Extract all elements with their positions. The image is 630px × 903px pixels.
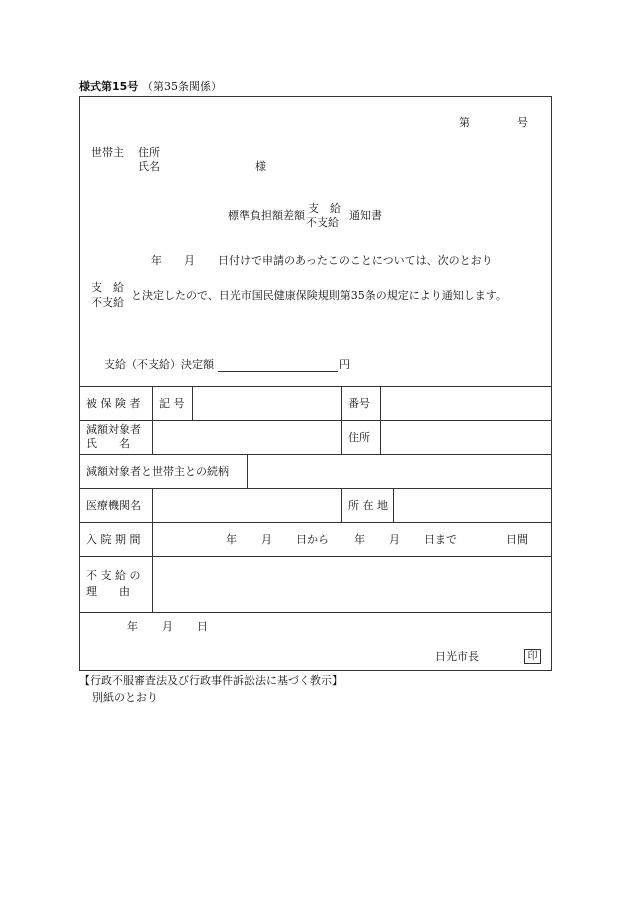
title-option-nopay: 不支給 <box>306 216 339 229</box>
honorific: 様 <box>255 160 266 173</box>
institution-label: 医療機関名 <box>86 499 141 512</box>
relation-label: 減額対象者と世帯主との続柄 <box>86 465 229 478</box>
title-suffix: 通知書 <box>349 209 382 222</box>
body-sentence-2: と決定したので、日光市国民健康保険規則第35条の規定により通知します。 <box>131 289 507 302</box>
table-col-divider <box>152 386 153 420</box>
footer-day: 日 <box>197 620 208 633</box>
table-col-divider <box>380 386 381 420</box>
form-related-article: （第35条関係） <box>142 80 222 93</box>
period-from-month: 月 <box>261 533 272 546</box>
table-col-divider <box>341 420 342 454</box>
target-address-label: 住所 <box>348 431 370 444</box>
table-col-divider <box>380 420 381 454</box>
insured-number-label: 番号 <box>348 397 370 410</box>
amount-blank <box>218 371 338 372</box>
table-col-divider <box>152 420 153 454</box>
appeal-notice-text: 別紙のとおり <box>92 691 158 704</box>
table-rule <box>79 488 552 489</box>
appeal-notice-heading: 【行政不服審査法及び行政事件訴訟法に基づく教示】 <box>79 674 343 687</box>
table-col-divider <box>152 522 153 556</box>
table-col-divider <box>341 488 342 522</box>
body-choice-pay: 支 給 <box>91 281 124 294</box>
form-number: 様式第15号 <box>79 80 139 93</box>
body-year: 年 <box>151 254 162 267</box>
period-to-year: 年 <box>354 533 365 546</box>
table-col-divider <box>341 386 342 420</box>
amount-label: 支給（不支給）決定額 <box>104 358 214 371</box>
table-rule <box>79 420 552 421</box>
table-rule <box>79 386 552 387</box>
body-month: 月 <box>184 254 195 267</box>
amount-unit: 円 <box>339 358 350 371</box>
table-col-divider <box>192 386 193 420</box>
reason-label-1: 不 支 給 の <box>86 569 141 582</box>
table-rule <box>79 612 552 613</box>
title-option-pay: 支 給 <box>308 202 341 215</box>
footer-year: 年 <box>127 620 138 633</box>
location-label: 所 在 地 <box>348 499 388 512</box>
symbol-label: 記 号 <box>159 397 185 410</box>
body-sentence-1: 日付けで申請のあったこのことについては、次のとおり <box>218 254 493 267</box>
doc-number-go: 号 <box>517 116 528 129</box>
address-label: 住所 <box>138 146 160 159</box>
period-to-month: 月 <box>389 533 400 546</box>
table-rule <box>79 522 552 523</box>
seal-mark: 印 <box>524 649 541 664</box>
table-col-divider <box>247 454 248 488</box>
target-name-label-2: 氏 名 <box>86 437 130 450</box>
reason-label-2: 理 由 <box>86 585 130 598</box>
period-to-day: 日まで <box>424 533 457 546</box>
name-label: 氏名 <box>138 160 160 173</box>
table-col-divider <box>393 488 394 522</box>
period-label: 入 院 期 間 <box>86 533 141 546</box>
form-frame <box>79 96 552 671</box>
period-from-year: 年 <box>226 533 237 546</box>
target-name-label-1: 減額対象者 <box>86 423 141 436</box>
body-choice-nopay: 不支給 <box>91 296 124 309</box>
period-from-day: 日から <box>296 533 329 546</box>
period-days: 日間 <box>506 533 528 546</box>
table-rule <box>79 454 552 455</box>
householder-label: 世帯主 <box>91 146 124 159</box>
insured-label: 被 保 険 者 <box>86 397 141 410</box>
title-prefix: 標準負担額差額 <box>228 209 305 222</box>
mayor-label: 日光市長 <box>435 650 479 663</box>
footer-month: 月 <box>162 620 173 633</box>
table-col-divider <box>152 488 153 522</box>
table-rule <box>79 556 552 557</box>
table-col-divider <box>152 556 153 612</box>
doc-number-dai: 第 <box>459 116 470 129</box>
